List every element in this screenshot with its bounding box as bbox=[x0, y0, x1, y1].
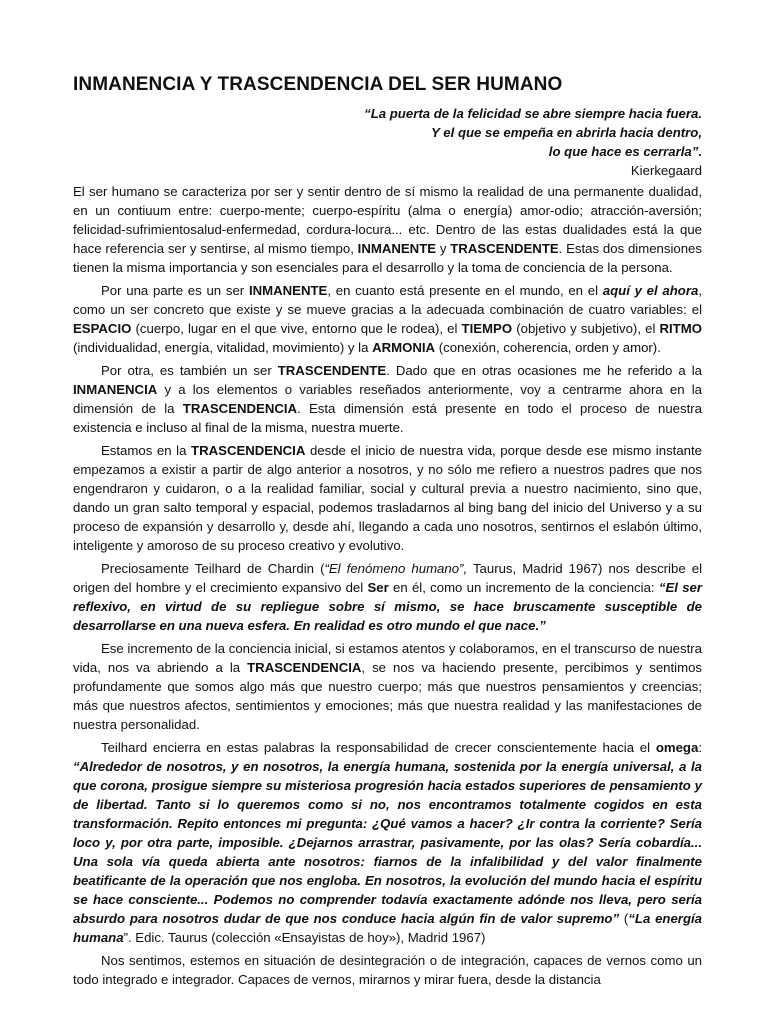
paragraph-2 bbox=[73, 281, 702, 357]
text-run: Taurus, Madrid 1967) nos describe el origen del hombre y el crecimiento expansivo del bbox=[73, 561, 702, 595]
bold-term: RITMO bbox=[659, 321, 702, 336]
text-run: y bbox=[436, 241, 451, 256]
paragraph-6 bbox=[73, 639, 702, 734]
text-run: Por una parte es un ser bbox=[101, 283, 249, 298]
text-run: (cuerpo, lugar en el que vive, entorno que le rodea), el bbox=[131, 321, 462, 336]
text-run: Teilhard encierra en estas palabras la responsabilidad de crecer conscientemente hacia el bbox=[101, 740, 656, 755]
paragraph-7 bbox=[73, 738, 702, 947]
paragraph-5 bbox=[73, 559, 702, 635]
bold-term: TRASCENDENCIA bbox=[247, 660, 362, 675]
paragraph-8 bbox=[73, 951, 702, 989]
text-run: y a los elementos o variables reseñados anteriormente, voy a centrarme ahora en la dimensión de la bbox=[73, 382, 702, 416]
text-run: (individualidad, energía, vitalidad, movimiento) y la bbox=[73, 340, 373, 355]
bold-term: Ser bbox=[367, 580, 389, 595]
text-run: (objetivo y subjetivo), el bbox=[512, 321, 660, 336]
epigraph bbox=[73, 104, 702, 180]
epigraph-line-3: lo que hace es cerrarla”. bbox=[548, 144, 702, 159]
text-run: : bbox=[698, 740, 702, 755]
paragraph-4 bbox=[73, 441, 702, 555]
text-run: ”. Edic. Taurus (colección «Ensayistas de hoy»), Madrid 1967) bbox=[123, 930, 486, 945]
bold-term: INMANENCIA bbox=[73, 382, 158, 397]
bold-term: INMANENTE bbox=[357, 241, 437, 256]
document-title: INMANENCIA Y TRASCENDENCIA DEL SER HUMANO bbox=[73, 74, 563, 95]
bold-term: TRASCENDENCIA bbox=[191, 443, 306, 458]
text-run: Nos sentimos, estemos en situación de desintegración o de integración, capaces de vernos como un todo integrado e integrador. Capaces de vernos, mirarnos y mirar fuera, desde la distancia bbox=[73, 953, 702, 987]
italic-title: “El fenómeno humano”, bbox=[324, 561, 468, 576]
bold-italic-phrase: aquí y el ahora bbox=[602, 283, 699, 298]
text-run: , se nos va haciendo presente, percibimos y sentimos profundamente que somos algo más que nuestro cuerpo; más que nuestros pensamientos y creencias; más que nuestros afectos, sentimientos y emociones; más que nuestra realidad y las manifestaciones de nuestra personalidad. bbox=[73, 660, 702, 732]
epigraph-author: Kierkegaard bbox=[630, 163, 702, 178]
text-run: Estamos en la bbox=[101, 443, 192, 458]
text-run: Preciosamente Teilhard de Chardin ( bbox=[101, 561, 325, 576]
bold-term: ARMONIA bbox=[372, 340, 436, 355]
text-run: . Dado que en otras ocasiones me he referido a la bbox=[386, 363, 702, 378]
text-run: Por otra, es también un ser bbox=[101, 363, 278, 378]
text-run: , como un ser concreto que existe y se mueve gracias a la adecuada combinación de cuatro variables: el bbox=[73, 283, 702, 317]
text-run: , en cuanto está presente en el mundo, en el bbox=[327, 283, 603, 298]
bold-italic-quote: “El ser reflexivo, en virtud de su repliegue sobre sí mismo, se hace bruscamente susceptible de desarrollarse en una nueva esfera. En realidad es otro mundo el que nace.” bbox=[73, 580, 702, 633]
bold-italic-quote: “Alrededor de nosotros, y en nosotros, la energía humana, sostenida por la energía universal, a la que corona, prosigue siempre su misteriosa progresión hacia estados superiores de pensamiento y de libertad. Tanto si lo queremos como si no, nos encontramos totalmente cogidos en esta transformación. Repito entonces mi pregunta: ¿Qué vamos a hacer? ¿Ir contra la corriente? Sería loco y, por otra parte, imposible. ¿Dejarnos arrastrar, pasivamente, por las olas? Sería cobardía... Una sola vía queda abierta ante nosotros: fiarnos de la infalibilidad y del valor finalmente beatificante de la operación que nos engloba. En nosotros, la evolución del mundo hacia el espíritu se hace consciente... Podemos no comprender todavía exactamente adónde nos lleva, pero sería absurdo para nosotros dudar de que nos conduce hacia algún fin de valor supremo” bbox=[73, 759, 702, 926]
paragraph-3 bbox=[73, 361, 702, 437]
bold-term: INMANENTE bbox=[248, 283, 328, 298]
text-run: en él, como un incremento de la conciencia: bbox=[388, 580, 659, 595]
text-run: desde el inicio de nuestra vida, porque desde ese mismo instante empezamos a existir a partir de algo anterior a nosotros, y no sólo me refiero a nuestros padres que nos engendraron y cuidaron, o a la realidad familiar, social y cultural previa a nuestro nacimiento, sino que, dando un gran salto temporal y espacial, podemos trasladarnos al bing bang del inicio del Universo y a su proceso de expansión y desarrollo y, desde ahí, llegando a cada uno nosotros, sentirnos el eslabón último, inteligente y amoroso de su proceso creativo y evolutivo. bbox=[73, 443, 702, 553]
text-run: (conexión, coherencia, orden y amor). bbox=[435, 340, 661, 355]
text-run: Ese incremento de la conciencia inicial, si estamos atentos y colaboramos, en el transcurso de nuestra vida, nos va abriendo a la bbox=[73, 641, 702, 675]
bold-term: TIEMPO bbox=[461, 321, 513, 336]
bold-term: TRASCENDENCIA bbox=[182, 401, 298, 416]
bold-italic-title: “La energía humana bbox=[73, 911, 702, 945]
paragraph-1 bbox=[73, 182, 702, 277]
bold-term: omega bbox=[655, 740, 699, 755]
text-run: ( bbox=[619, 911, 629, 926]
epigraph-line-2: Y el que se empeña en abrirla hacia dentro, bbox=[431, 125, 702, 140]
text-run: . Esta dimensión está presente en todo el proceso de nuestra existencia e incluso al final de la misma, nuestra muerte. bbox=[73, 401, 703, 435]
bold-term: TRASCENDENTE bbox=[277, 363, 387, 378]
text-run: El ser humano se caracteriza por ser y sentir dentro de sí mismo la realidad de una permanente dualidad, en un contiuum entre: cuerpo-mente; cuerpo-espíritu (alma o energía) amor-odio; atracción-aversión; felicidad-sufrimientosalud-enfermedad, cordura-locura... etc. Dentro de las estas dualidades está la que hace referencia ser y sentirse, al mismo tiempo, bbox=[73, 184, 702, 256]
bold-term: ESPACIO bbox=[73, 321, 132, 336]
epigraph-line-1: “La puerta de la felicidad se abre siempre hacia fuera. bbox=[364, 106, 702, 121]
bold-term: TRASCENDENTE bbox=[450, 241, 559, 256]
text-run: . Estas dos dimensiones tienen la misma importancia y son esenciales para el desarrollo y la toma de conciencia de la persona. bbox=[73, 241, 702, 275]
